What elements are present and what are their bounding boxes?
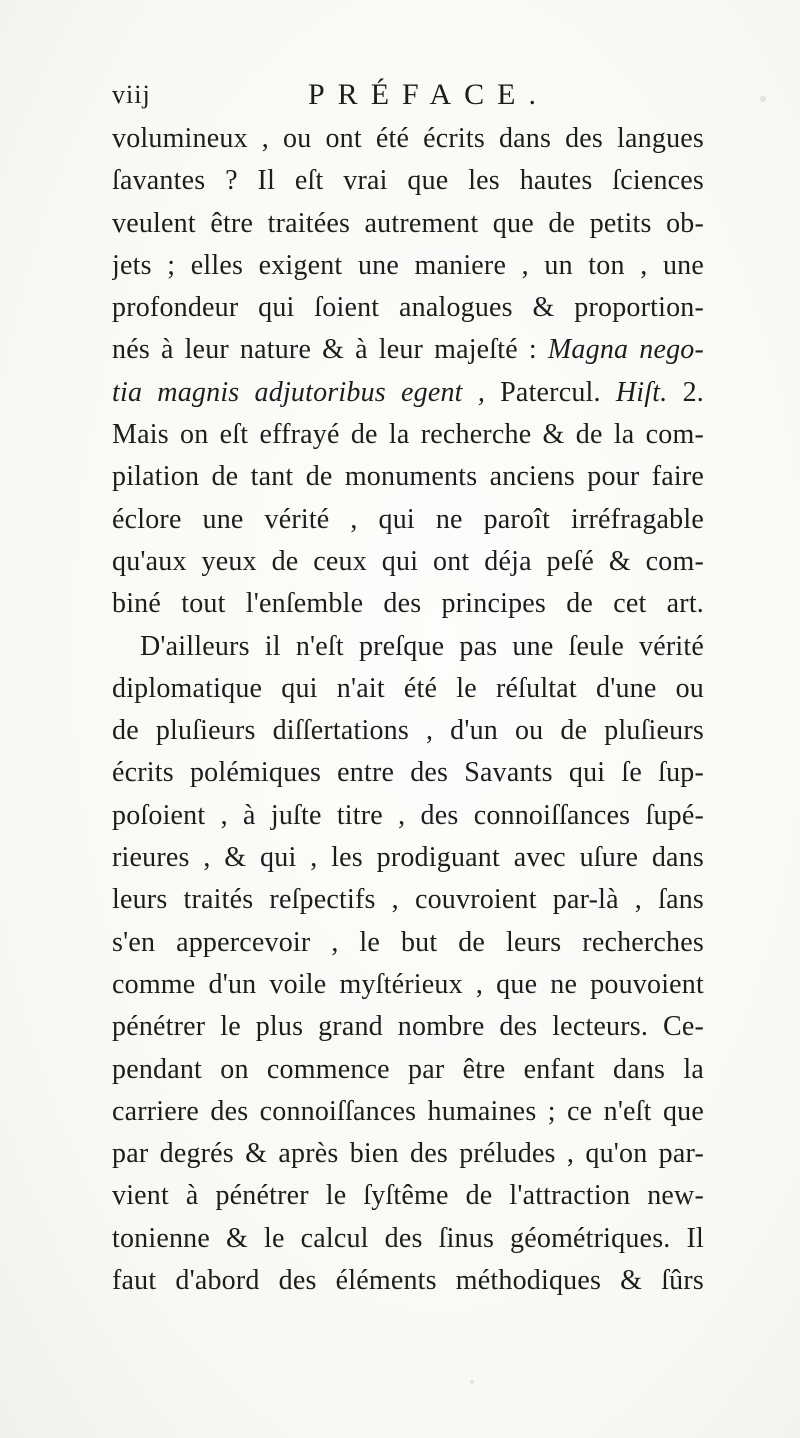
text-line — [112, 329, 704, 371]
italic-text: tia magnis adjutoribus egent , — [112, 376, 486, 408]
text-segment: pilation de tant de monuments anciens pour faire — [112, 461, 704, 493]
text-segment: tonienne & le calcul des ſinus géométriques. Il — [112, 1222, 704, 1254]
text-line — [112, 118, 704, 160]
text-segment: D'ailleurs il n'eſt preſque pas une ſeule vérité — [140, 630, 704, 662]
text-line — [112, 583, 704, 625]
text-segment: volumineux , ou ont été écrits dans des langues — [112, 123, 704, 154]
text-line — [112, 1133, 704, 1175]
text-segment: pénétrer le plus grand nombre des lecteurs. Ce- — [112, 1011, 704, 1043]
text-segment: par degrés & après bien des préludes , qu'on par- — [112, 1138, 704, 1170]
text-segment: diplomatique qui n'ait été le réſultat d'une ou — [112, 672, 704, 704]
text-segment: jets ; elles exigent une maniere , un ton , une — [112, 249, 704, 281]
text-line — [112, 668, 704, 710]
text-segment: faut d'abord des éléments méthodiques & ſûrs — [112, 1265, 704, 1297]
text-segment: comme d'un voile myſtérieux , que ne pouvoient — [112, 968, 704, 1000]
text-segment: nés à leur nature & à leur majeſté : — [112, 334, 548, 366]
text-segment: pendant on commence par être enfant dans la — [112, 1053, 704, 1085]
body-text — [112, 118, 704, 1302]
text-segment: profondeur qui ſoient analogues & proportion- — [112, 292, 704, 324]
text-line — [112, 541, 704, 583]
italic-text: Magna nego- — [547, 334, 704, 366]
text-segment: 2. — [667, 376, 704, 408]
text-line — [112, 922, 704, 964]
text-segment: biné tout l'enſemble des principes de cet art. — [112, 588, 704, 620]
text-line — [112, 964, 704, 1006]
text-segment: éclore une vérité , qui ne paroît irréfragable — [112, 503, 704, 535]
text-line — [112, 795, 704, 837]
text-line — [112, 1260, 704, 1302]
text-segment: vient à pénétrer le ſyſtême de l'attraction new- — [112, 1180, 704, 1212]
text-segment: poſoient , à juſte titre , des connoiſſances ſupé- — [112, 799, 704, 831]
paper-spot — [760, 96, 766, 102]
text-segment: s'en appercevoir , le but de leurs recherches — [112, 926, 704, 958]
text-segment: leurs traités reſpectifs , couvroient par-là , ſans — [112, 884, 704, 916]
text-line — [112, 626, 704, 668]
text-line — [112, 1218, 704, 1260]
text-segment: carriere des connoiſſances humaines ; ce n'eſt que — [112, 1095, 704, 1127]
text-line — [112, 160, 704, 202]
running-head: PRÉFACE. — [308, 78, 549, 111]
text-segment: qu'aux yeux de ceux qui ont déja peſé & com- — [112, 545, 704, 577]
text-line — [112, 837, 704, 879]
text-line — [112, 1175, 704, 1217]
text-segment: Mais on eſt effrayé de la recherche & de la com- — [112, 419, 704, 451]
text-line — [112, 245, 704, 287]
text-line — [112, 710, 704, 752]
page-number: viij — [112, 80, 151, 109]
text-segment: Patercul. — [485, 376, 616, 408]
text-line — [112, 1091, 704, 1133]
text-line — [112, 203, 704, 245]
text-segment: rieures , & qui , les prodiguant avec uſure dans — [112, 842, 704, 874]
text-line — [112, 414, 704, 456]
text-line — [112, 1049, 704, 1091]
page-header — [112, 78, 712, 118]
paper-spot — [470, 1380, 474, 1384]
text-segment: écrits polémiques entre des Savants qui ſe ſup- — [112, 757, 704, 789]
text-line — [112, 287, 704, 329]
text-segment: veulent être traitées autrement que de petits ob- — [112, 207, 704, 239]
text-segment: ſavantes ? Il eſt vrai que les hautes ſciences — [112, 165, 704, 197]
text-line — [112, 372, 704, 414]
text-line — [112, 499, 704, 541]
text-segment: de pluſieurs diſſertations , d'un ou de pluſieurs — [112, 715, 704, 747]
text-line — [112, 879, 704, 921]
text-line — [112, 1006, 704, 1048]
italic-text: Hiſt. — [615, 376, 668, 408]
text-line — [112, 752, 704, 794]
text-line — [112, 456, 704, 498]
